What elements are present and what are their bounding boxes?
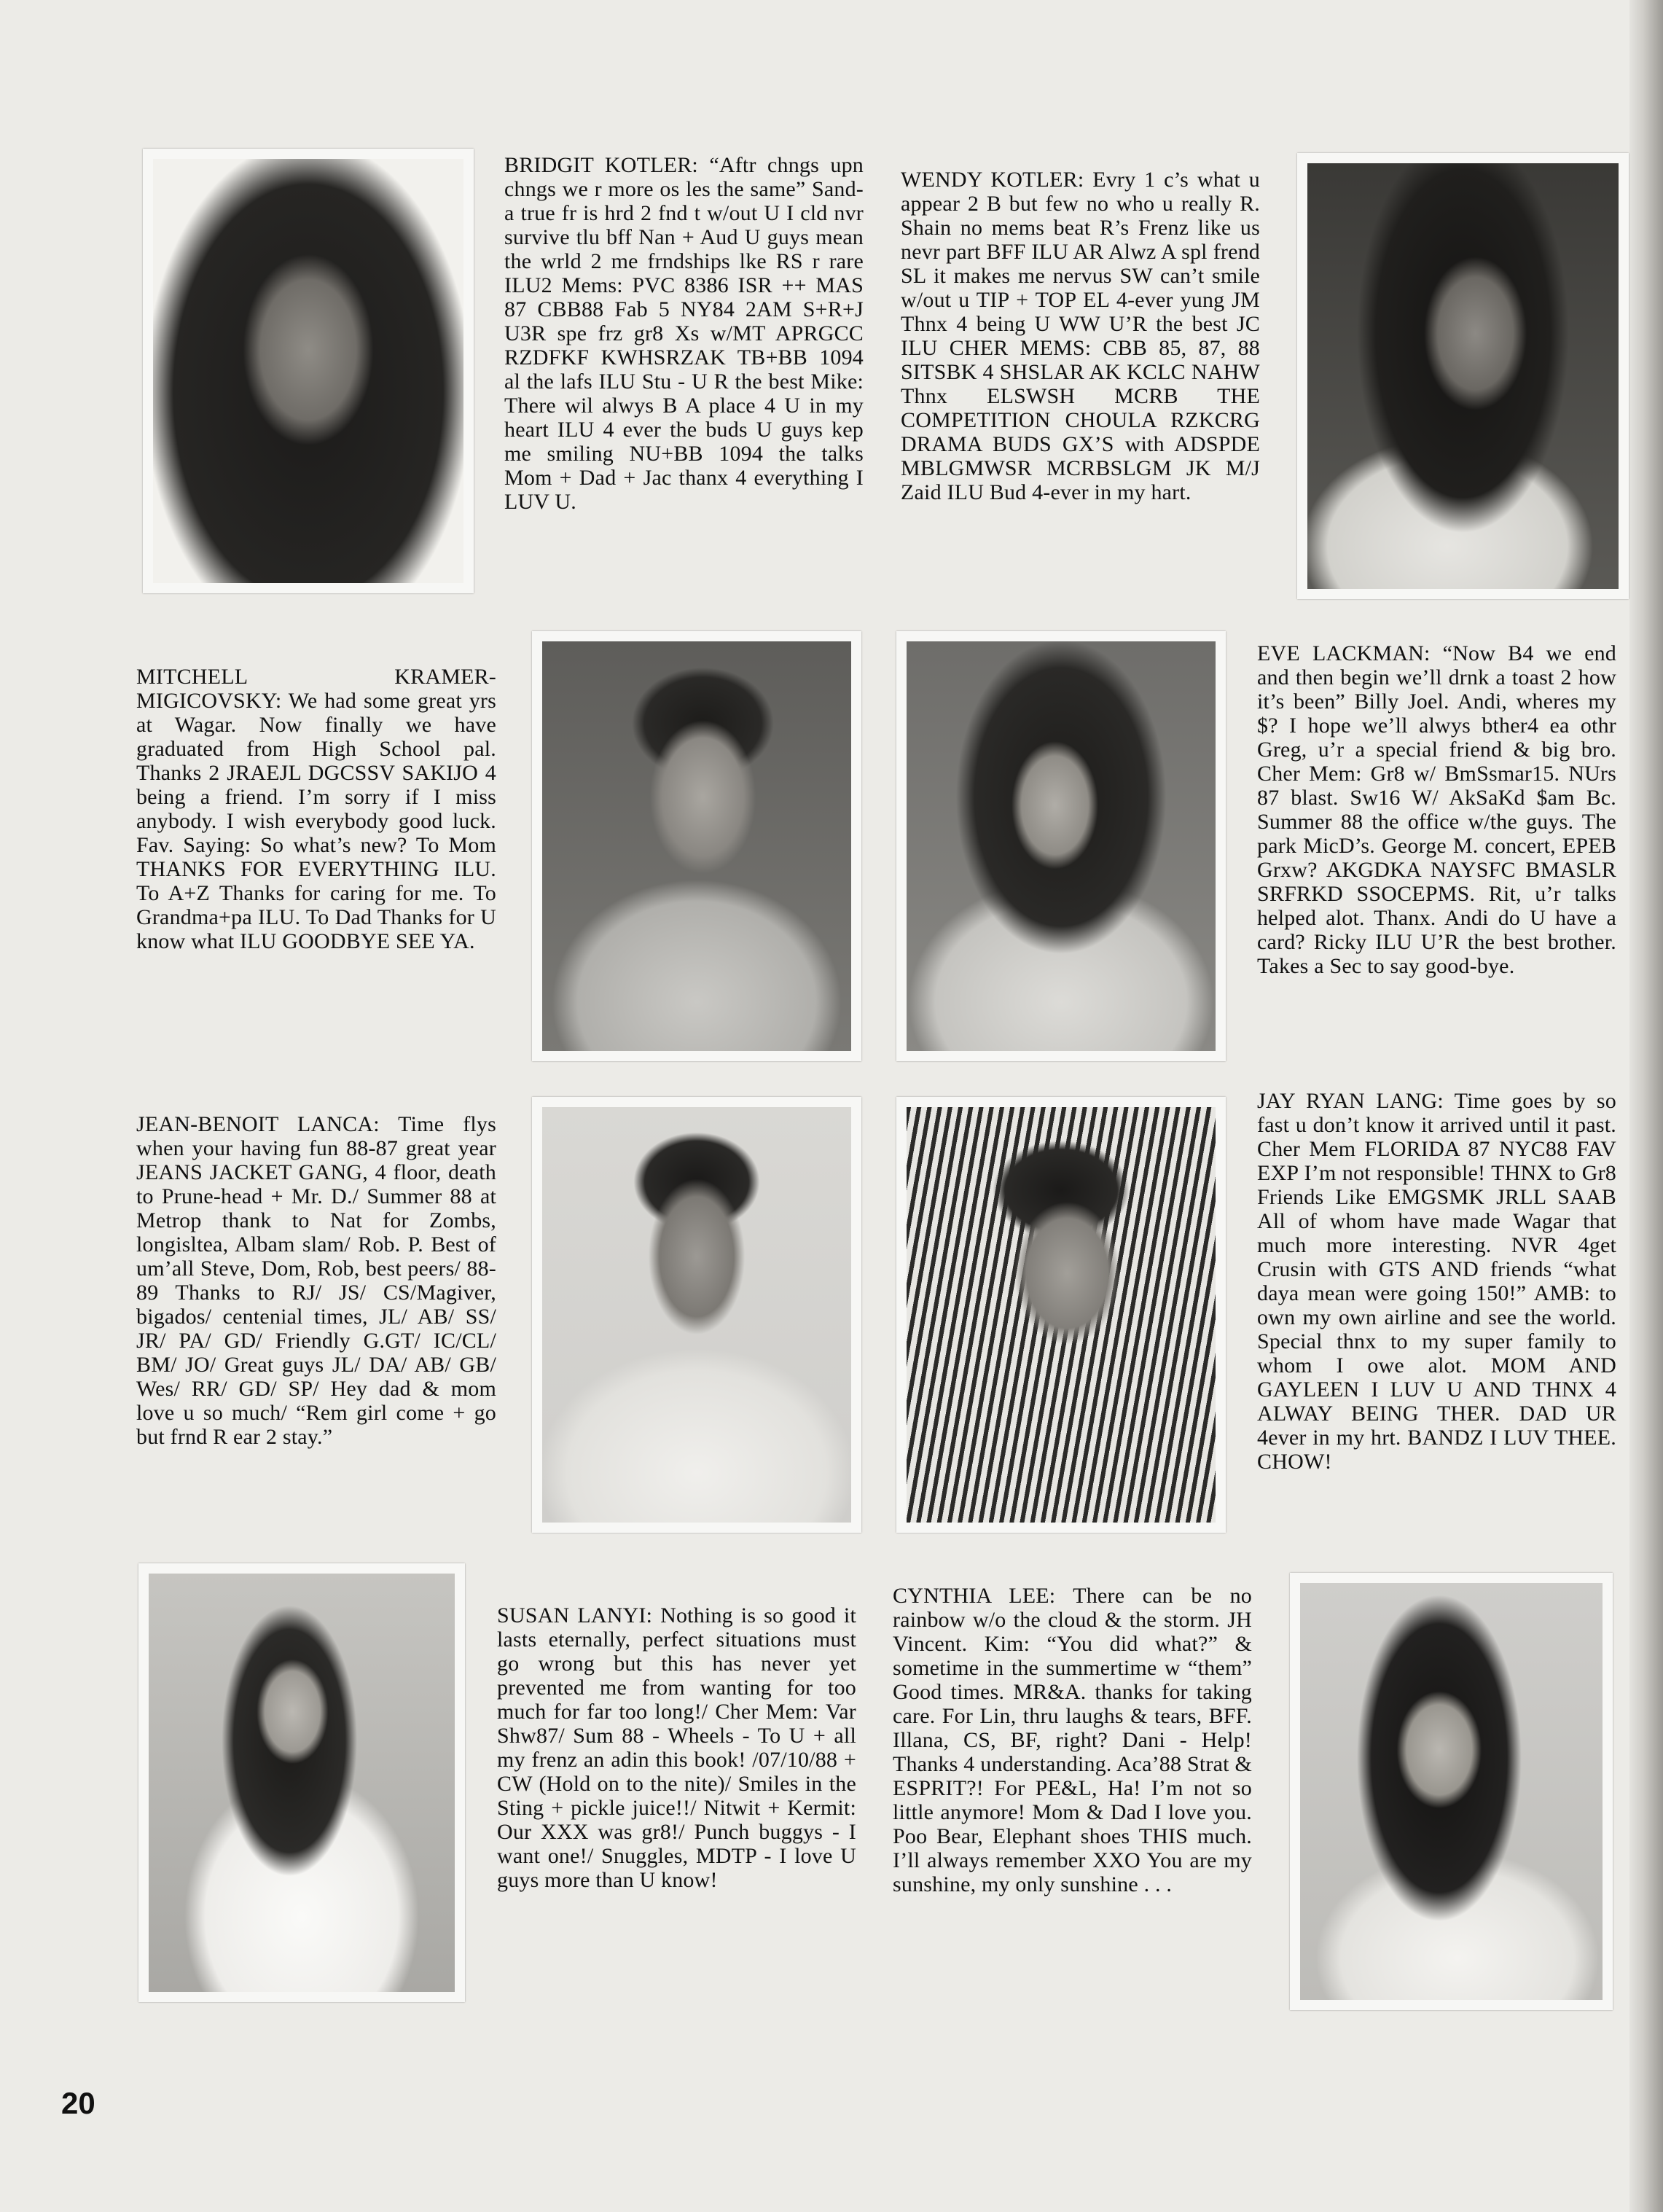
- photo-susan-lanyi: [138, 1563, 465, 2002]
- bio-bridgit-kotler: BRIDGIT KOTLER: “Aftr chngs upn chngs we r more os les the same” Sand-a true fr is hrd 2 fnd t w/out U I cld nvr survive tlu bff Nan + Aud U guys mean the wrld 2 me frndships lke RS r rare ILU2 Mems: PVC 8386 ISR ++ MAS 87 CBB88 Fab 5 NY84 2AM S+R+J U3R spe frz gr8 Xs w/MT APRGCC RZDFKF KWHSRZAK TB+BB 1094 al the lafs ILU Stu - U R the best Mike: There wil alwys B A place 4 U in my heart ILU 4 ever the buds U guys kep me smiling NU+BB 1094 the talks Mom + Dad + Jac thanx 4 everything I LUV U.: [504, 153, 864, 514]
- photo-jean-benoit-lanca: [532, 1097, 861, 1533]
- bio-cynthia-lee: CYNTHIA LEE: There can be no rainbow w/o the cloud & the storm. JH Vincent. Kim: “You did what?” & sometime in the summertime w “them” Good times. MR&A. thanks for taking care. For Lin, thru laughs & tears, BFF. Illana, CS, BF, right? Dani - Help! Thanks 4 understanding. Aca’88 Strat & ESPRIT?! For PE&L, Ha! I’m not so little anymore! Mom & Dad I love you. Poo Bear, Elephant shoes THIS much. I’ll always remember XXO You are my sunshine, my only sunshine . . .: [893, 1584, 1252, 1896]
- photo-jay-ryan-lang: [896, 1097, 1226, 1533]
- bio-eve-lackman: EVE LACKMAN: “Now B4 we end and then begin we’ll drnk a toast 2 how it’s been” Billy Joel. Andi, wheres my $? I hope we’ll alwys bther4 ea othr Greg, u’r a special friend & big bro. Cher Mem: Gr8 w/ BmSsmar15. NUrs 87 blast. Sw16 W/ AkSaKd $am Bc. Summer 88 the office w/the guys. The park MicD’s. George M. concert, EPEB Grxw? AKGDKA NAYSFC BMASLR SRFRKD SSOCEPMS. Rit, u’r talks helped alot. Thanx. Andi do U have a card? Ricky ILU U’R the best brother. Takes a Sec to say good-bye.: [1257, 641, 1616, 978]
- bio-mitchell-kramer-migicovsky: MITCHELL KRAMER-MIGICOVSKY: We had some great yrs at Wagar. Now finally we have graduated from High School pal. Thanks 2 JRAEJL DGCSSV SAKIJO 4 being a friend. I’m sorry if I miss anybody. I wish everybody good luck. Fav. Saying: So what’s new? To Mom THANKS FOR EVERYTHING ILU. To A+Z Thanks for caring for me. To Grandma+pa ILU. To Dad Thanks for U know what ILU GOODBYE SEE YA.: [136, 665, 496, 953]
- bio-jean-benoit-lanca: JEAN-BENOIT LANCA: Time flys when your having fun 88-87 great year JEANS JACKET GANG, 4 floor, death to Prune-head + Mr. D./ Summer 88 at Metrop thank to Nat for Zombs, longisltea, Albam slam/ Rob. P. Best of um’all Steve, Dom, Rob, best peers/ 88-89 Thanks to RJ/ JS/ CS/Magiver, bigados/ centenial times, JL/ AB/ SS/ JR/ PA/ GD/ Friendly G.GT/ IC/CL/ BM/ JO/ Great guys JL/ DA/ AB/ GB/ Wes/ RR/ GD/ SP/ Hey dad & mom love u so much/ “Rem girl come + go but frnd R ear 2 stay.”: [136, 1112, 496, 1449]
- photo-wendy-kotler: [1297, 153, 1629, 599]
- photo-bridgit-kotler: [143, 149, 474, 593]
- page-edge: [1629, 0, 1663, 2212]
- bio-susan-lanyi: SUSAN LANYI: Nothing is so good it lasts eternally, perfect situations must go wrong but this has never yet prevented me from wanting for too much for far too long!/ Cher Mem: Var Shw87/ Sum 88 - Wheels - To U + all my frenz an adin this book! /07/10/88 + CW (Hold on to the nite)/ Smiles in the Sting + pickle juice!!/ Nitwit + Kermit: Our XXX was gr8!/ Punch buggys - I want one!/ Snuggles, MDTP - I love U guys more than U know!: [497, 1603, 856, 1892]
- photo-eve-lackman: [896, 631, 1226, 1061]
- photo-cynthia-lee: [1290, 1573, 1613, 2010]
- bio-jay-ryan-lang: JAY RYAN LANG: Time goes by so fast u don’t know it arrived until it past. Cher Mem FLORIDA 87 NYC88 FAV EXP I’m not responsible! THNX to Gr8 Friends Like EMGSMK JRLL SAAB All of whom have made Wagar that much more interesting. NVR 4get Crusin with GTS AND friends “what daya mean were going 150!” AMB: to own my own airline and see the world. Special thnx to my super family to whom I owe alot. MOM AND GAYLEEN I LUV U AND THNX 4 ALWAY BEING THER. DAD UR 4ever in my hrt. BANDZ I LUV THEE. CHOW!: [1257, 1089, 1616, 1474]
- photo-mitchell-kramer-migicovsky: [532, 631, 861, 1061]
- bio-wendy-kotler: WENDY KOTLER: Evry 1 c’s what u appear 2 B but few no who u really R. Shain no mems beat R’s Frenz like us nevr part BFF ILU AR Alwz A spl frend SL it makes me nervus SW can’t smile w/out u TIP + TOP EL 4-ever yung JM Thnx 4 being U WW U’R the best JC ILU CHER MEMS: CBB 85, 87, 88 SITSBK 4 SHSLAR AK KCLC NAHW Thnx ELSWSH MCRB THE COMPETITION CHOULA RZKCRG DRAMA BUDS GX’S with ADSPDE MBLGMWSR MCRBSLGM JK M/J Zaid ILU Bud 4-ever in my hart.: [901, 168, 1260, 504]
- page-number: 20: [61, 2086, 95, 2120]
